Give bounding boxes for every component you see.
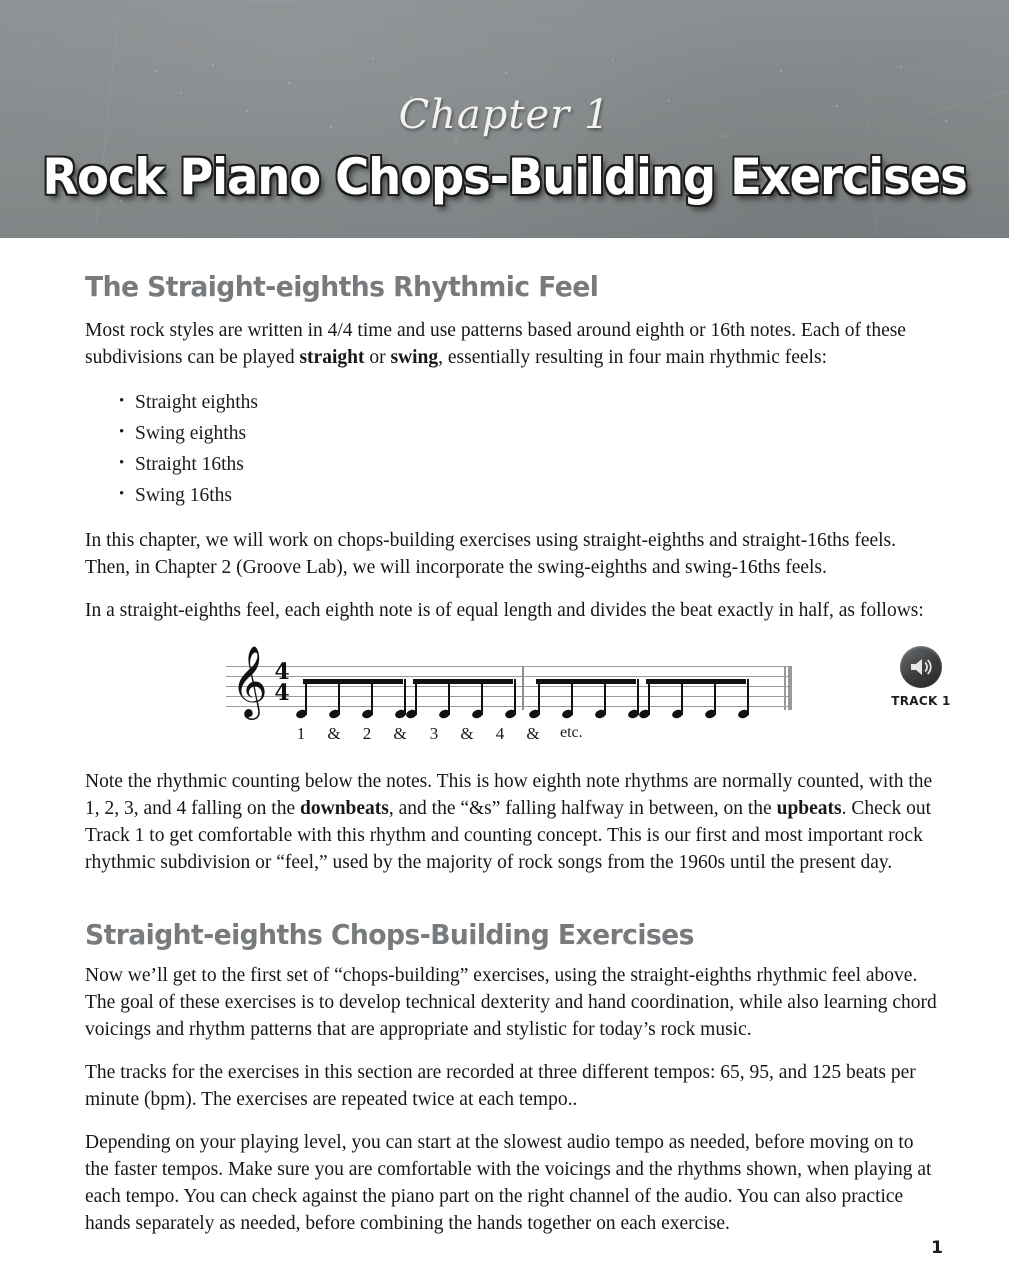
note-text-mid: , and the “&s” falling halfway in between, on the <box>388 797 777 819</box>
intro-text-2: , essentially resulting in four main rhythmic feels: <box>438 346 827 368</box>
beam-group-4 <box>646 679 746 684</box>
count-label: & <box>460 723 474 743</box>
list-item: • Swing 16ths <box>119 480 942 511</box>
speaker-glyph <box>900 646 942 688</box>
beam-group-1 <box>303 679 403 684</box>
speaker-icon[interactable] <box>900 646 942 688</box>
chapter-title: Rock Piano Chops-Building Exercises <box>42 148 967 206</box>
section-heading-straight-eighths-feel: The Straight-eighths Rhythmic Feel <box>85 270 599 303</box>
list-item: • Straight eighths <box>119 387 942 418</box>
time-signature-top: 4 <box>274 658 290 685</box>
time-signature <box>272 658 292 706</box>
intro-text-1: Most rock styles are written in 4/4 time and use patterns based around eighth or 16th notes. Each of these subdivisions can be played <box>85 319 906 368</box>
paragraph-exercises-intro: Now we’ll get to the first set of “chops-building” exercises, using the straight-eighths rhythmic feel above. The goal of these exercises is to develop technical dexterity and hand coordination, while also learning chord voicings and rhythm patterns that are appropriate and stylistic for today’s rock music. <box>85 964 937 1040</box>
chapter-label: Chapter 1 <box>398 92 611 138</box>
barline-middle <box>522 666 524 710</box>
track-badge[interactable] <box>878 646 964 708</box>
list-item: • Swing eighths <box>119 418 942 449</box>
intro-bold-swing: swing <box>390 346 439 368</box>
track-label: TRACK 1 <box>891 693 951 708</box>
note-bold-upbeats: upbeats <box>776 797 842 819</box>
count-label: & <box>393 723 407 743</box>
count-label: & <box>327 723 341 743</box>
page-number: 1 <box>931 1238 943 1258</box>
beam-group-2 <box>413 679 513 684</box>
note-text-2: . Check out Track 1 to get comfortable with this rhythm and counting concept. This is our first and most important rock rhythmic subdivision or “feel,” used by the majority of rock songs from the 1960s until the present day. <box>85 797 931 873</box>
rhythmic-feels-list <box>85 387 942 511</box>
barline-end-thin <box>784 666 786 710</box>
paragraph-playing-levels: Depending on your playing level, you can start at the slowest audio tempo as needed, before moving on to the faster tempos. Make sure you are comfortable with the voicings and the rhythms shown, when playing at each tempo. You can check against the piano part on the right channel of the audio. You can also practice hands separately as needed, before combining the hands together on each exercise. <box>85 1131 932 1234</box>
paragraph-straight-eighths-definition: In a straight-eighths feel, each eighth note is of equal length and divides the beat exactly in half, as follows: <box>85 599 924 621</box>
list-item: • Straight 16ths <box>119 449 942 480</box>
paragraph-counting-explanation <box>85 768 942 876</box>
treble-clef-icon: 𝄞 <box>231 643 268 717</box>
etc-label: etc. <box>560 723 583 741</box>
section-heading-chops-building-exercises: Straight-eighths Chops-Building Exercises <box>85 917 694 951</box>
chapter-header-banner <box>0 0 1009 238</box>
count-label: 2 <box>362 723 372 743</box>
note-text-1: Note the rhythmic counting below the notes. This is how eighth note rhythms are normally counted, with the 1, 2, 3, and 4 falling on the <box>85 770 933 819</box>
music-staff <box>226 643 792 754</box>
paragraph-intro <box>85 317 942 371</box>
paragraph-chapter-overview: In this chapter, we will work on chops-building exercises using straight-eighths and straight-16ths feels. Then, in Chapter 2 (Groove Lab), we will incorporate the swing-eighths and swing-16ths feels. <box>85 529 897 578</box>
count-label: 3 <box>429 723 439 743</box>
beam-group-3 <box>536 679 636 684</box>
note-bold-downbeats: downbeats <box>300 797 389 819</box>
time-signature-bottom: 4 <box>274 679 290 706</box>
paragraph-tempos: The tracks for the exercises in this section are recorded at three different tempos: 65, 95, and 125 beats per minute (bpm). The exercises are repeated twice at each tempo.. <box>85 1061 916 1110</box>
page-content <box>85 270 951 1253</box>
intro-text-mid: or <box>364 346 391 368</box>
speaker-svg <box>909 657 933 677</box>
barline-end-thick <box>788 666 792 710</box>
count-label: & <box>526 723 540 743</box>
music-notation-block <box>85 643 951 758</box>
count-label: 4 <box>495 723 505 743</box>
intro-bold-straight: straight <box>299 346 365 368</box>
staff-lines <box>226 666 792 710</box>
count-label: 1 <box>296 723 306 743</box>
